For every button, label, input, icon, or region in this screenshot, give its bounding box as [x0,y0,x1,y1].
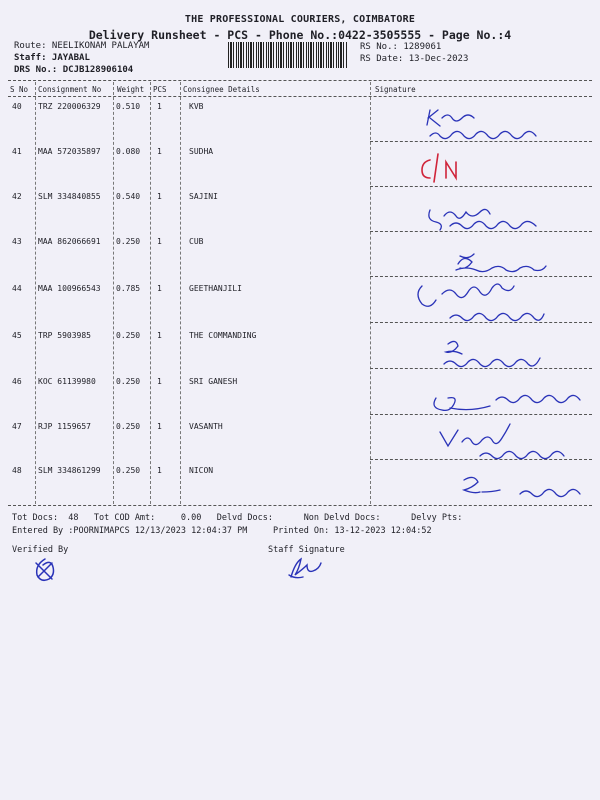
row-pcs: 1 [157,102,162,111]
signature-row45 [444,341,540,366]
row-sno: 48 [12,466,22,475]
row-pcs: 1 [157,192,162,201]
header-bottom-rule [8,96,592,97]
row-consignment: RJP 1159657 [38,422,91,431]
row-consignee: THE COMMANDING [189,331,257,340]
row-sno: 40 [12,102,22,111]
row-weight: 0.250 [116,331,141,340]
signature-row43 [456,254,546,272]
row-consignee: KVB [189,102,204,111]
col-consignment: Consignment No [38,85,102,94]
signature-row44 [418,284,544,321]
rs-date: RS Date: 13-Dec-2023 [360,54,469,64]
verified-by-label: Verified By [12,545,69,555]
header-top-rule [8,80,592,81]
verified-stamp-signature [30,555,60,585]
col-sno: S No [10,85,29,94]
row-weight: 0.250 [116,377,141,386]
row-consignee: NICON [189,466,214,475]
row-consignment: MAA 862066691 [38,237,101,246]
row-sno: 43 [12,237,22,246]
row-consignee: SRI GANESH [189,377,238,386]
barcode [228,42,348,68]
staff-handwritten-signature [285,553,330,583]
row-sno: 42 [12,192,22,201]
col-consignee: Consignee Details [183,85,260,94]
row-consignment: MAA 572035897 [38,147,101,156]
row-sno: 45 [12,331,22,340]
row-sno: 46 [12,377,22,386]
totals-line: Tot Docs: 48 Tot COD Amt: 0.00 Delvd Docs: Non Delvd Docs: Delvy Pts: [12,513,463,523]
row-consignee: SAJINI [189,192,218,201]
col-divider [180,82,181,504]
signature-row47 [440,424,564,459]
row-sno: 44 [12,284,22,293]
row-sno: 47 [12,422,22,431]
row-weight: 0.250 [116,237,141,246]
staff-signature-label: Staff Signature [268,545,345,555]
row-consignment: SLM 334861299 [38,466,101,475]
row-sno: 41 [12,147,22,156]
row-pcs: 1 [157,237,162,246]
signature-row40 [427,110,536,139]
row-pcs: 1 [157,147,162,156]
drs-number: DRS No.: DCJB128906104 [14,65,134,75]
row-pcs: 1 [157,284,162,293]
row-consignment: TRZ 220006329 [38,102,101,111]
signatures-drawing [370,98,595,508]
col-divider [150,82,151,504]
row-pcs: 1 [157,331,162,340]
row-consignee: GEETHANJILI [189,284,242,293]
row-pcs: 1 [157,377,162,386]
row-weight: 0.080 [116,147,141,156]
row-consignment: SLM 334840855 [38,192,101,201]
row-consignee: VASANTH [189,422,223,431]
staff-label: Staff: JAYABAL [14,53,90,63]
row-consignee: CUB [189,237,204,246]
signature-row48 [464,477,580,496]
row-weight: 0.540 [116,192,141,201]
entered-by-line: Entered By :POORNIMAPCS 12/13/2023 12:04:37 PM Printed On: 13-12-2023 12:04:52 [12,526,432,536]
row-weight: 0.250 [116,422,141,431]
signature-row46 [434,395,580,410]
company-title: THE PROFESSIONAL COURIERS, COIMBATORE [184,14,416,25]
row-pcs: 1 [157,466,162,475]
row-consignment: MAA 100966543 [38,284,101,293]
signature-row42 [429,209,536,230]
col-pcs: PCS [153,85,167,94]
row-weight: 0.250 [116,466,141,475]
rs-number: RS No.: 1289061 [360,42,442,52]
signature-row41 [422,154,456,182]
row-consignment: TRP 5903985 [38,331,91,340]
row-consignee: SUDHA [189,147,214,156]
row-weight: 0.510 [116,102,141,111]
row-pcs: 1 [157,422,162,431]
col-divider [113,82,114,504]
col-signature: Signature [375,85,416,94]
row-consignment: KOC 61139980 [38,377,96,386]
col-weight: Weight [117,85,145,94]
col-divider [35,82,36,504]
runsheet-subtitle: Delivery Runsheet - PCS - Phone No.:0422-3505555 - Page No.:4 [88,28,512,42]
row-weight: 0.785 [116,284,141,293]
route-label: Route: NEELIKONAM PALAYAM [14,41,150,51]
